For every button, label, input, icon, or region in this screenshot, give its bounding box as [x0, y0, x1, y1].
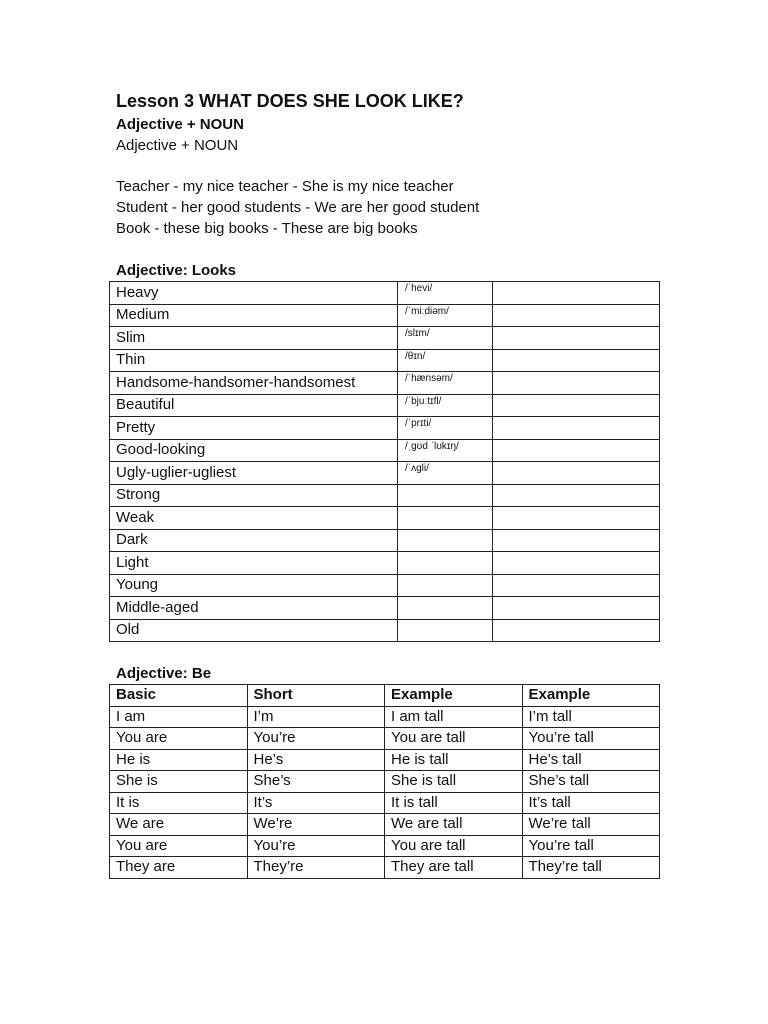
table-row: [110, 349, 660, 372]
table-cell: She is: [110, 771, 248, 793]
table-row: [110, 619, 660, 642]
pattern-plain: Adjective + NOUN: [116, 137, 239, 154]
table-cell: You are: [110, 728, 248, 750]
table-cell: We’re: [247, 814, 385, 836]
table-cell: She is tall: [385, 771, 523, 793]
table-cell: You’re: [247, 835, 385, 857]
adjective-word: Good-looking: [110, 439, 398, 462]
table-cell: They’re: [247, 857, 385, 879]
table-row: [110, 597, 660, 620]
table-row: [110, 372, 660, 395]
blank-cell: [493, 327, 660, 350]
table-cell: It is: [110, 792, 248, 814]
table-cell: You are: [110, 835, 248, 857]
adjective-word: Old: [110, 619, 398, 642]
table-cell: I am tall: [385, 706, 523, 728]
table-cell: We’re tall: [522, 814, 660, 836]
adjective-word: Middle-aged: [110, 597, 398, 620]
ipa-pronunciation: /θɪn/: [398, 349, 493, 372]
adjective-word: Light: [110, 552, 398, 575]
table-row: [110, 394, 660, 417]
ipa-pronunciation: /ˈbjuːtɪfl/: [398, 394, 493, 417]
ipa-pronunciation: [398, 529, 493, 552]
table-cell: He’s tall: [522, 749, 660, 771]
blank-cell: [493, 417, 660, 440]
ipa-pronunciation: [398, 619, 493, 642]
table-row: [110, 574, 660, 597]
table-cell: They are: [110, 857, 248, 879]
adjective-word: Heavy: [110, 282, 398, 305]
table-cell: She’s: [247, 771, 385, 793]
blank-cell: [493, 484, 660, 507]
table-cell: It’s: [247, 792, 385, 814]
ipa-pronunciation: [398, 484, 493, 507]
table-cell: We are: [110, 814, 248, 836]
adjective-word: Pretty: [110, 417, 398, 440]
table-row: [110, 552, 660, 575]
blank-cell: [493, 462, 660, 485]
column-header: Example: [385, 685, 523, 707]
column-header: Short: [247, 685, 385, 707]
table-row: [110, 814, 660, 836]
worksheet-page: [116, 88, 661, 879]
ipa-pronunciation: [398, 552, 493, 575]
example-line: Teacher - my nice teacher - She is my nice teacher: [116, 178, 454, 195]
adjective-word: Young: [110, 574, 398, 597]
ipa-pronunciation: [398, 574, 493, 597]
table-header-row: [110, 685, 660, 707]
be-table: [109, 684, 660, 879]
table-row: [110, 304, 660, 327]
table-row: [110, 327, 660, 350]
table-cell: You are tall: [385, 835, 523, 857]
blank-cell: [493, 552, 660, 575]
lesson-title: Lesson 3 WHAT DOES SHE LOOK LIKE?: [116, 91, 464, 111]
ipa-pronunciation: /slɪm/: [398, 327, 493, 350]
adjective-word: Weak: [110, 507, 398, 530]
blank-cell: [493, 597, 660, 620]
adjective-word: Handsome-handsomer-handsomest: [110, 372, 398, 395]
table-cell: You are tall: [385, 728, 523, 750]
ipa-pronunciation: [398, 507, 493, 530]
example-line: Student - her good students - We are her good student: [116, 199, 480, 216]
ipa-pronunciation: /ˈʌɡli/: [398, 462, 493, 485]
ipa-pronunciation: /ˈhænsəm/: [398, 372, 493, 395]
blank-cell: [493, 349, 660, 372]
blank-cell: [493, 282, 660, 305]
be-heading: Adjective: Be: [116, 665, 212, 682]
blank-cell: [493, 304, 660, 327]
blank-cell: [493, 394, 660, 417]
blank-cell: [493, 574, 660, 597]
looks-heading: Adjective: Looks: [116, 262, 237, 279]
looks-table: [109, 281, 660, 642]
table-row: [110, 484, 660, 507]
adjective-word: Strong: [110, 484, 398, 507]
ipa-pronunciation: /ˌɡʊd ˈlʊkɪŋ/: [398, 439, 493, 462]
table-row: [110, 282, 660, 305]
adjective-word: Dark: [110, 529, 398, 552]
blank-cell: [493, 372, 660, 395]
table-cell: You’re tall: [522, 835, 660, 857]
table-cell: They’re tall: [522, 857, 660, 879]
table-row: [110, 792, 660, 814]
table-row: [110, 771, 660, 793]
table-row: [110, 462, 660, 485]
table-cell: We are tall: [385, 814, 523, 836]
blank-cell: [493, 507, 660, 530]
example-line: Book - these big books - These are big books: [116, 220, 418, 237]
table-cell: He is tall: [385, 749, 523, 771]
table-row: [110, 507, 660, 530]
adjective-word: Slim: [110, 327, 398, 350]
blank-cell: [493, 439, 660, 462]
table-row: [110, 835, 660, 857]
ipa-pronunciation: /ˈhevi/: [398, 282, 493, 305]
adjective-word: Medium: [110, 304, 398, 327]
table-cell: I’m: [247, 706, 385, 728]
table-row: [110, 749, 660, 771]
table-cell: I’m tall: [522, 706, 660, 728]
table-row: [110, 706, 660, 728]
table-cell: She’s tall: [522, 771, 660, 793]
adjective-word: Thin: [110, 349, 398, 372]
table-row: [110, 728, 660, 750]
ipa-pronunciation: /ˈprɪti/: [398, 417, 493, 440]
table-cell: I am: [110, 706, 248, 728]
pattern-bold: Adjective + NOUN: [116, 116, 244, 133]
table-row: [110, 857, 660, 879]
column-header: Basic: [110, 685, 248, 707]
blank-cell: [493, 529, 660, 552]
table-row: [110, 439, 660, 462]
table-cell: You’re: [247, 728, 385, 750]
blank-cell: [493, 619, 660, 642]
table-cell: It is tall: [385, 792, 523, 814]
table-cell: You’re tall: [522, 728, 660, 750]
table-row: [110, 529, 660, 552]
table-cell: He’s: [247, 749, 385, 771]
table-cell: It’s tall: [522, 792, 660, 814]
ipa-pronunciation: [398, 597, 493, 620]
adjective-word: Ugly-uglier-ugliest: [110, 462, 398, 485]
adjective-word: Beautiful: [110, 394, 398, 417]
ipa-pronunciation: /ˈmiːdiəm/: [398, 304, 493, 327]
table-cell: They are tall: [385, 857, 523, 879]
table-row: [110, 417, 660, 440]
table-cell: He is: [110, 749, 248, 771]
column-header: Example: [522, 685, 660, 707]
